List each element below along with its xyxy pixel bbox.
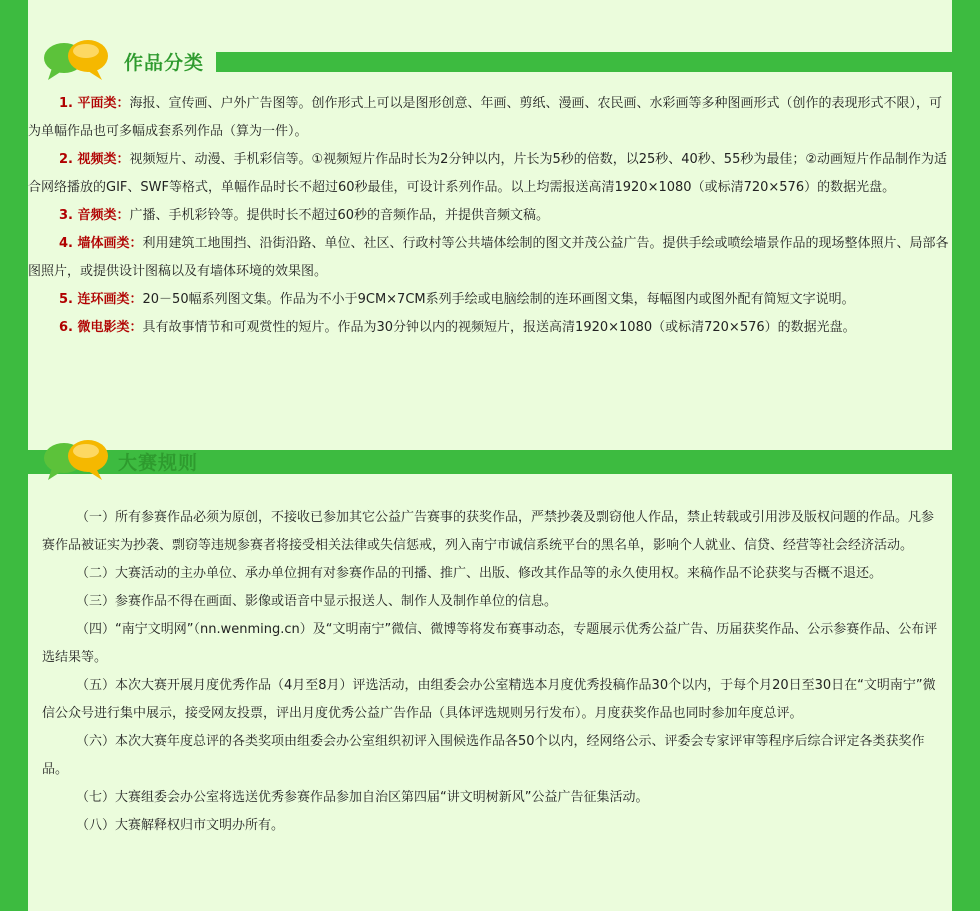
category-item [28,314,952,342]
rule-item: （一）所有参赛作品必须为原创，不接收已参加其它公益广告赛事的获奖作品，严禁抄袭及剽窃他人作品，禁止转载或引用涉及版权问题的作品。凡参赛作品被证实为抄袭、剽窃等违规参赛者将接受相关法律或失信惩戒，列入南宁市诚信系统平台的黑名单，影响个人就业、信贷、经营等社会经济活动。 [42,510,935,553]
category-text: 20－50幅系列图文集。作品为不小于9CM×7CM系列手绘或电脑绘制的连环画图文集，每幅图内或图外配有简短文字说明。 [142,292,855,307]
chat-bubbles-icon [42,436,110,488]
category-item [28,230,952,286]
category-item [28,286,952,314]
category-label: 3. 音频类： [59,208,130,223]
rules-section-header [28,436,952,488]
category-section-header [28,36,952,88]
rule-item: （八）大赛解释权归市文明办所有。 [76,818,285,833]
rules-panel [28,452,952,911]
rules-title: 大赛规则 [118,452,199,474]
rule-item: （四）“南宁文明网”（nn.wenming.cn）及“文明南宁”微信、微博等将发布赛事动态，专题展示优秀公益广告、历届获奖作品、公示参赛作品、公布评选结果等。 [42,622,938,665]
category-item [28,90,952,146]
rule-item: （六）本次大赛年度总评的各类奖项由组委会办公室组织初评入围候选作品各50个以内，经网络公示、评委会专家评审等程序后综合评定各类获奖作品。 [42,734,925,777]
rule-item: （七）大赛组委会办公室将选送优秀参赛作品参加自治区第四届“讲文明树新风”公益广告征集活动。 [76,790,649,805]
chat-bubbles-icon [42,36,110,88]
rule-item: （三）参赛作品不得在画面、影像或语音中显示报送人、制作人及制作单位的信息。 [76,594,558,609]
category-title-bar [216,52,952,72]
category-list [28,90,952,342]
category-text: 海报、宣传画、户外广告图等。创作形式上可以是图形创意、年画、剪纸、漫画、农民画、水彩画等多种图画形式（创作的表现形式不限），可为单幅作品也可多幅成套系列作品（算为一件）。 [28,96,943,139]
category-item [28,202,952,230]
category-label: 6. 微电影类： [59,320,143,335]
category-label: 5. 连环画类： [59,292,143,307]
category-text: 利用建筑工地围挡、沿街沿路、单位、社区、行政村等公共墙体绘制的图文并茂公益广告。提供手绘或喷绘墙景作品的现场整体照片、局部各图照片，或提供设计图稿以及有墙体环境的效果图。 [28,236,949,279]
category-label: 1. 平面类： [59,96,130,111]
category-item [28,146,952,202]
category-label: 2. 视频类： [59,152,130,167]
rule-item: （二）大赛活动的主办单位、承办单位拥有对参赛作品的刊播、推广、出版、修改其作品等的永久使用权。来稿作品不论获奖与否概不退还。 [76,566,883,581]
rules-title-bar [206,452,952,472]
rules-list [42,504,938,840]
category-label: 4. 墙体画类： [59,236,143,251]
category-title: 作品分类 [124,52,205,74]
category-text: 视频短片、动漫、手机彩信等。①视频短片作品时长为2分钟以内，片长为5秒的倍数，以25秒、40秒、55秒为最佳；②动画短片作品制作为适合网络播放的GIF、SWF等格式，单幅作品时长不超过60秒最佳，可设计系列作品。以上均需报送高清1920×1080（或标清720×576）的数据光盘。 [28,152,947,195]
rule-item: （五）本次大赛开展月度优秀作品（4月至8月）评选活动，由组委会办公室精选本月度优秀投稿作品30个以内，于每个月20日至30日在“文明南宁”微信公众号进行集中展示，接受网友投票，评出月度优秀公益广告作品（具体评选规则另行发布）。月度获奖作品也同时参加年度总评。 [42,678,936,721]
category-panel [28,0,952,450]
category-text: 具有故事情节和可观赏性的短片。作品为30分钟以内的视频短片，报送高清1920×1080（或标清720×576）的数据光盘。 [142,320,856,335]
category-text: 广播、手机彩铃等。提供时长不超过60秒的音频作品，并提供音频文稿。 [129,208,550,223]
